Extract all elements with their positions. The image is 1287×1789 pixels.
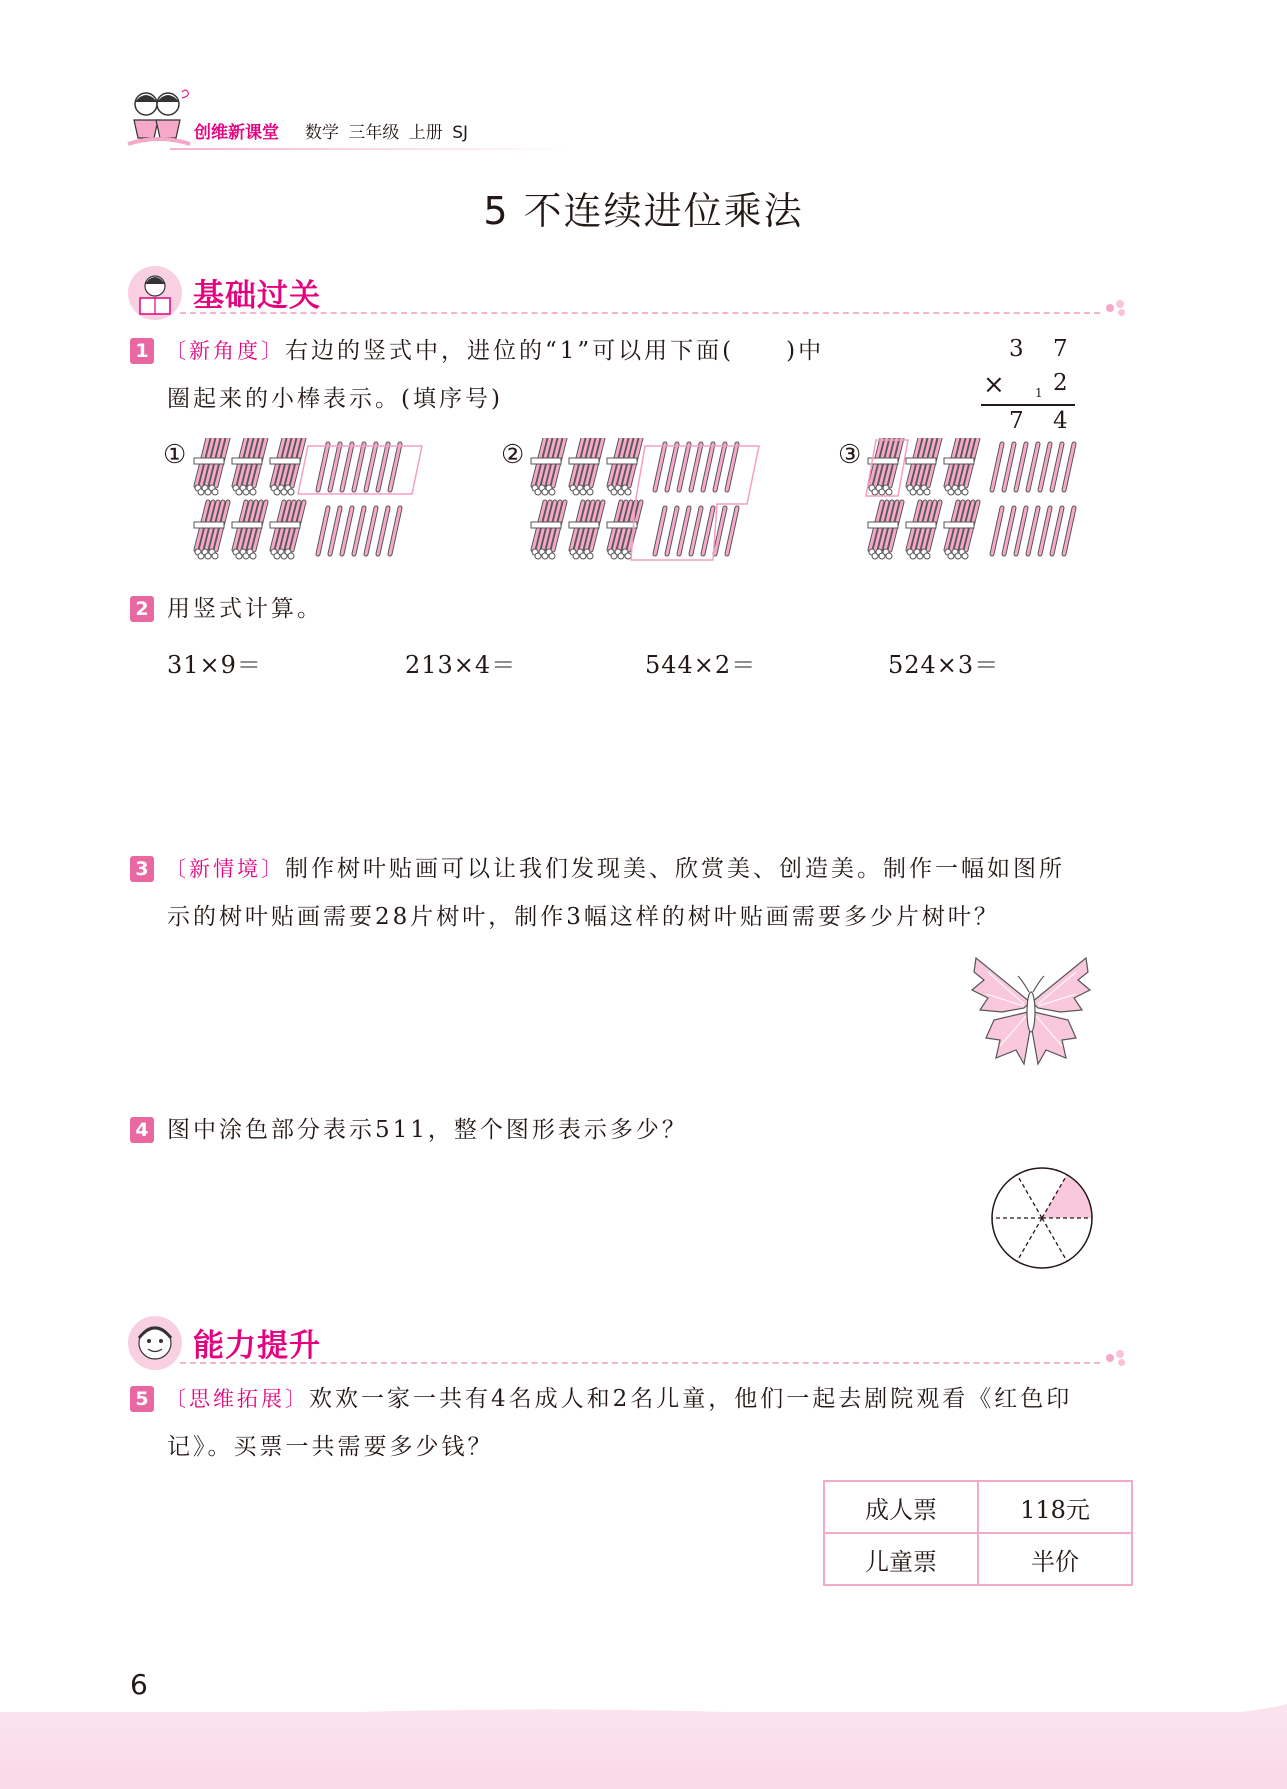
stick-bundle (944, 438, 978, 495)
q1-text: 右边的竖式中，进位的“1”可以用下面( )中 (285, 338, 825, 364)
section-title-advanced: 能力提升 (193, 1328, 321, 1364)
decor-dots (1106, 300, 1130, 316)
q1-tag: 〔新角度〕 (165, 339, 285, 363)
sticks-option-1 (190, 438, 430, 568)
page-title: 5 不连续进位乘法 (483, 189, 804, 233)
ticket-price-child: 半价 (978, 1533, 1132, 1585)
kids-logo (124, 86, 194, 154)
vert-line (981, 404, 1075, 406)
ticket-price-table (823, 1480, 1133, 1586)
option-label-3: ③ (838, 440, 862, 470)
q3-line2: 示的树叶贴画需要28片树叶，制作3幅这样的树叶贴画需要多少片树叶？ (167, 904, 1000, 930)
q3-tag: 〔新情境〕 (165, 857, 285, 881)
stick-bundle (232, 502, 266, 559)
question-number-4: 4 (130, 1117, 154, 1143)
stick-bundle (569, 438, 603, 495)
header-divider (170, 148, 570, 150)
question-number-3: 3 (130, 856, 154, 882)
calc-4: 524×3＝ (888, 651, 1000, 679)
q5-text: 欢欢一家一共有4名成人和2名儿童，他们一起去剧院观看《红色印 (309, 1386, 1073, 1412)
q3-text: 制作树叶贴画可以让我们发现美、欣赏美、创造美。制作一幅如图所 (285, 856, 1065, 882)
decor-dots (1106, 1350, 1130, 1366)
question-number-1: 1 (130, 338, 154, 364)
table-row (824, 1533, 1132, 1585)
q4-text: 图中涂色部分表示511，整个图形表示多少？ (167, 1117, 688, 1143)
butterfly-image (966, 950, 1096, 1068)
ticket-type-adult: 成人票 (824, 1481, 978, 1533)
vert-operator: × (983, 370, 1005, 400)
ticket-price-adult: 118元 (978, 1481, 1132, 1533)
stick-bundle (906, 438, 940, 495)
option-label-1: ① (163, 440, 187, 470)
calc-2: 213×4＝ (405, 651, 517, 679)
stick-bundle (194, 502, 228, 559)
girl-reading-icon (126, 264, 184, 322)
table-row (824, 1481, 1132, 1533)
stick-bundle (569, 502, 603, 559)
stick-bundle (868, 502, 902, 559)
vertical-calc (975, 336, 1085, 436)
stick-bundle (607, 438, 641, 495)
pie-figure (980, 1156, 1104, 1280)
vert-result-ones: 4 (1053, 408, 1068, 434)
sticks-option-3 (864, 438, 1104, 568)
section-divider-basic (180, 312, 1100, 314)
calc-3: 544×2＝ (645, 651, 757, 679)
vert-top-ones: 7 (1053, 336, 1068, 362)
section-divider-advanced (180, 1362, 1100, 1364)
q2-text: 用竖式计算。 (167, 596, 323, 622)
q3-line1 (165, 858, 1065, 881)
header-brand: 创维新课堂 (194, 123, 279, 143)
vert-top-tens: 3 (1009, 336, 1024, 362)
question-number-5: 5 (130, 1386, 154, 1412)
footer-band (0, 1712, 1287, 1789)
section-title-basic: 基础过关 (193, 278, 321, 314)
vert-result-tens: 7 (1009, 408, 1024, 434)
page-number: 6 (130, 1668, 148, 1701)
calc-1: 31×9＝ (167, 651, 262, 679)
stick-bundle (194, 438, 228, 495)
q5-line1 (165, 1388, 1072, 1411)
stick-bundle (232, 438, 266, 495)
header-info: 数学 三年级 上册 SJ (305, 123, 469, 143)
stick-bundle (607, 502, 641, 559)
question-number-2: 2 (130, 596, 154, 622)
sticks-option-2 (527, 438, 767, 568)
q1-line2: 圈起来的小棒表示。(填序号) (167, 386, 503, 412)
q5-line2: 记》。买票一共需要多少钱？ (167, 1434, 494, 1460)
stick-bundle (906, 502, 940, 559)
stick-bundle (944, 502, 978, 559)
q1-line1 (165, 340, 824, 363)
ticket-type-child: 儿童票 (824, 1533, 978, 1585)
vert-carry: 1 (1035, 386, 1043, 400)
q5-tag: 〔思维拓展〕 (165, 1387, 309, 1411)
option-label-2: ② (501, 440, 525, 470)
vert-multiplier: 2 (1053, 370, 1068, 396)
boy-face-icon (126, 1314, 184, 1372)
stick-bundle (270, 502, 304, 559)
stick-bundle (531, 438, 565, 495)
stick-bundle (531, 502, 565, 559)
stick-bundle (868, 438, 902, 495)
